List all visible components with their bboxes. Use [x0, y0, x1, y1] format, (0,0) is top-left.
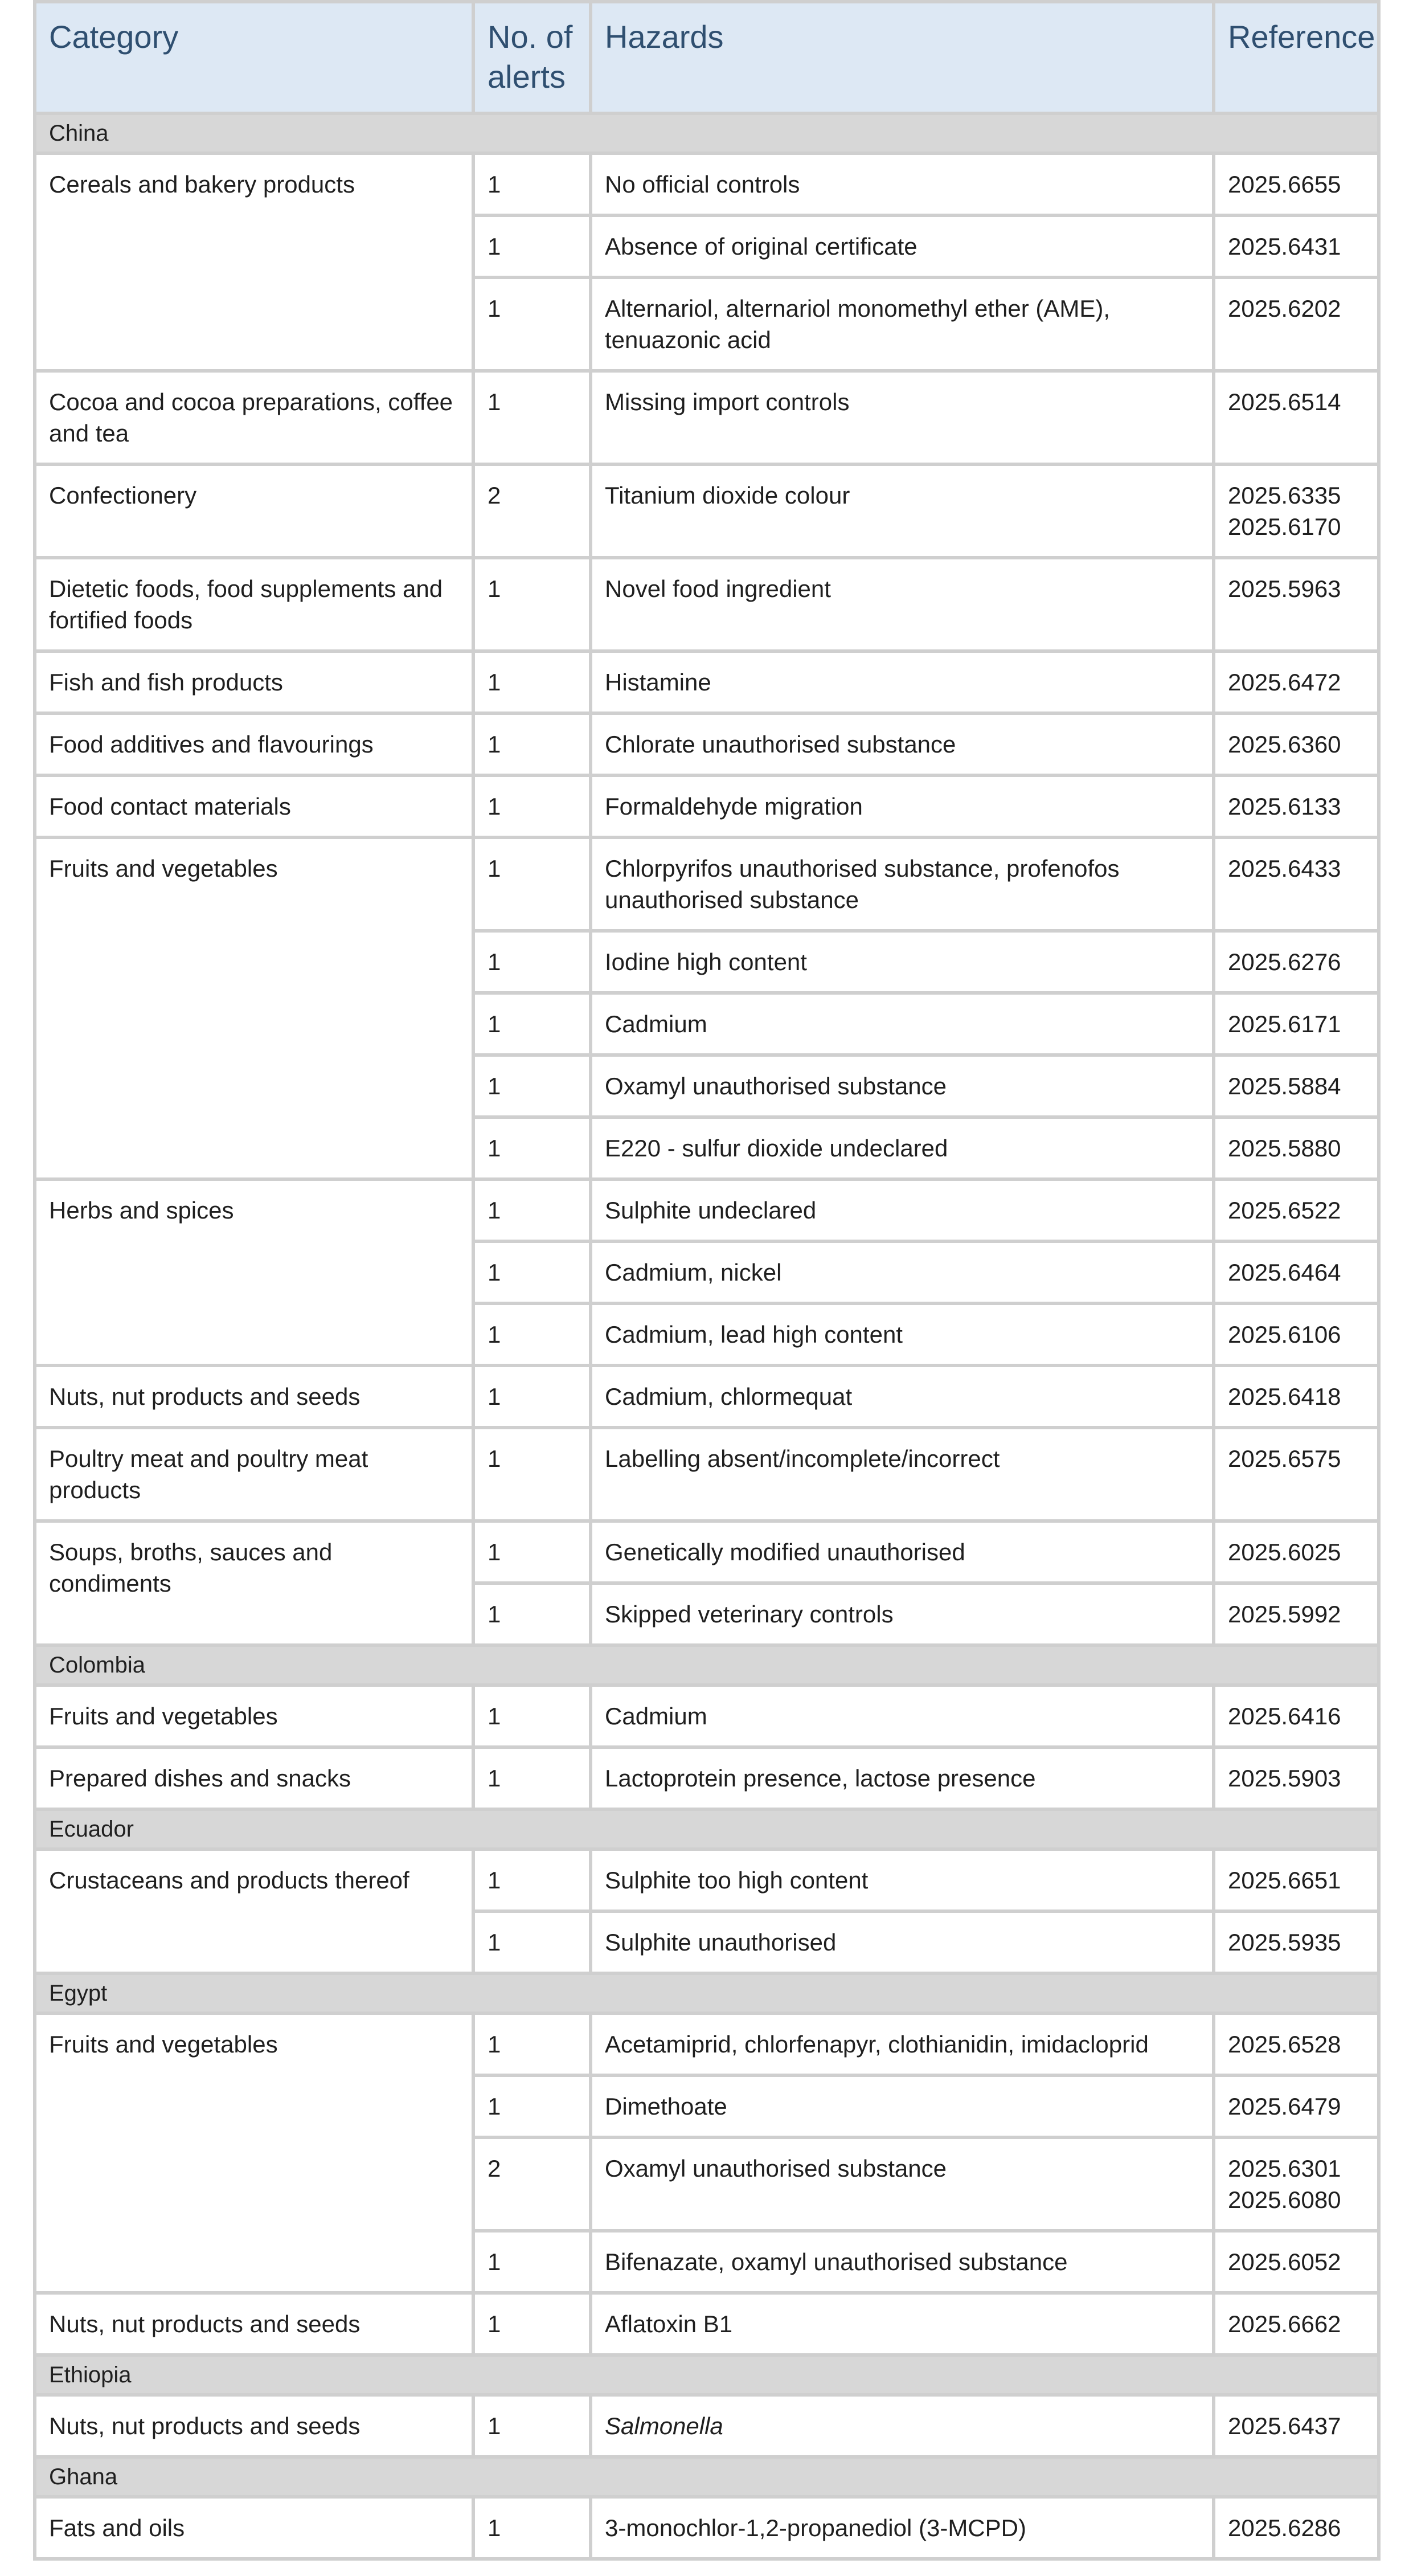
reference-number: 2025.6276	[1228, 948, 1341, 975]
table-row	[35, 1849, 1379, 1911]
hazard-cell: Sulphite unauthorised	[591, 1911, 1214, 1973]
table-row	[35, 1747, 1379, 1809]
reference-number: 2025.6133	[1228, 793, 1341, 820]
reference-cell	[1214, 464, 1379, 558]
hazard-cell: Iodine high content	[591, 931, 1214, 993]
reference-number: 2025.6437	[1228, 2413, 1341, 2439]
reference-number: 2025.6479	[1228, 2093, 1341, 2120]
reference-number: 2025.6106	[1228, 1321, 1341, 1348]
country-name: China	[35, 113, 1379, 153]
hazard-cell: Oxamyl unauthorised substance	[591, 2137, 1214, 2231]
reference-number: 2025.6170	[1228, 513, 1341, 540]
country-row	[35, 2355, 1379, 2395]
table-row	[35, 464, 1379, 558]
hazard-cell: Bifenazate, oxamyl unauthorised substance	[591, 2231, 1214, 2293]
category-cell: Fruits and vegetables	[35, 1685, 473, 1747]
hazard-cell: Cadmium, nickel	[591, 1241, 1214, 1303]
reference-cell	[1214, 1428, 1379, 1521]
reference-cell	[1214, 2013, 1379, 2075]
category-cell: Cocoa and cocoa preparations, coffee and tea	[35, 371, 473, 464]
table-row	[35, 1428, 1379, 1521]
alerts-count-cell: 1	[473, 2075, 591, 2137]
alerts-count-cell: 1	[473, 1849, 591, 1911]
reference-cell	[1214, 1583, 1379, 1645]
alerts-count-cell: 1	[473, 2395, 591, 2457]
alerts-count-cell: 1	[473, 558, 591, 651]
category-cell: Confectionery	[35, 464, 473, 558]
reference-number: 2025.6360	[1228, 731, 1341, 758]
hazard-cell: 3-monochlor-1,2-propanediol (3-MCPD)	[591, 2497, 1214, 2559]
country-row	[35, 1973, 1379, 2013]
table-row	[35, 371, 1379, 464]
reference-cell	[1214, 1117, 1379, 1179]
alerts-count-cell: 1	[473, 1521, 591, 1583]
hazard-cell: Genetically modified unauthorised	[591, 1521, 1214, 1583]
category-cell: Food contact materials	[35, 775, 473, 837]
hazard-cell: Sulphite too high content	[591, 1849, 1214, 1911]
reference-number: 2025.5884	[1228, 1073, 1341, 1099]
alerts-count-cell: 2	[473, 464, 591, 558]
header-category: Category	[35, 2, 473, 113]
header-alerts: No. of alerts	[473, 2, 591, 113]
table-row	[35, 2497, 1379, 2559]
hazard-cell: Absence of original certificate	[591, 215, 1214, 277]
category-cell: Fish and fish products	[35, 651, 473, 713]
category-cell: Fruits and vegetables	[35, 2013, 473, 2293]
hazard-cell: Cadmium, chlormequat	[591, 1365, 1214, 1428]
reference-number: 2025.6080	[1228, 2186, 1341, 2213]
reference-number: 2025.6575	[1228, 1445, 1341, 1472]
hazard-cell: Cadmium	[591, 1685, 1214, 1747]
category-cell: Poultry meat and poultry meat products	[35, 1428, 473, 1521]
table-row	[35, 1521, 1379, 1583]
country-name: Colombia	[35, 1645, 1379, 1685]
reference-cell	[1214, 371, 1379, 464]
reference-cell	[1214, 2395, 1379, 2457]
reference-cell	[1214, 2231, 1379, 2293]
hazard-cell: Sulphite undeclared	[591, 1179, 1214, 1241]
reference-number: 2025.6301	[1228, 2155, 1341, 2182]
reference-cell	[1214, 1849, 1379, 1911]
category-cell: Soups, broths, sauces and condiments	[35, 1521, 473, 1645]
hazard-cell: Missing import controls	[591, 371, 1214, 464]
hazard-cell	[591, 2395, 1214, 2457]
hazard-cell: Acetamiprid, chlorfenapyr, clothianidin, imidacloprid	[591, 2013, 1214, 2075]
reference-number: 2025.6335	[1228, 482, 1341, 509]
alerts-count-cell: 1	[473, 371, 591, 464]
country-row	[35, 1645, 1379, 1685]
alerts-count-cell: 1	[473, 1685, 591, 1747]
alerts-count-cell: 1	[473, 1179, 591, 1241]
reference-cell	[1214, 1365, 1379, 1428]
alerts-count-cell: 1	[473, 1428, 591, 1521]
country-name: Egypt	[35, 1973, 1379, 2013]
reference-cell	[1214, 1179, 1379, 1241]
table-row	[35, 153, 1379, 215]
reference-number: 2025.6651	[1228, 1867, 1341, 1894]
reference-cell	[1214, 713, 1379, 775]
reference-number: 2025.6528	[1228, 2031, 1341, 2058]
reference-cell	[1214, 1911, 1379, 1973]
reference-cell	[1214, 2075, 1379, 2137]
hazard-cell: Cadmium, lead high content	[591, 1303, 1214, 1365]
reference-number: 2025.6433	[1228, 855, 1341, 882]
reference-cell	[1214, 1303, 1379, 1365]
alerts-table	[33, 0, 1381, 2561]
hazard-cell: Cadmium	[591, 993, 1214, 1055]
reference-cell	[1214, 931, 1379, 993]
reference-cell	[1214, 1055, 1379, 1117]
alerts-count-cell: 1	[473, 153, 591, 215]
reference-number: 2025.5992	[1228, 1601, 1341, 1628]
reference-number: 2025.6472	[1228, 669, 1341, 696]
reference-number: 2025.6655	[1228, 171, 1341, 198]
reference-number: 2025.6514	[1228, 389, 1341, 415]
alerts-count-cell: 1	[473, 993, 591, 1055]
hazard-cell: Formaldehyde migration	[591, 775, 1214, 837]
reference-number: 2025.5963	[1228, 575, 1341, 602]
table-row	[35, 651, 1379, 713]
hazard-cell: Alternariol, alternariol monomethyl ether (AME), tenuazonic acid	[591, 277, 1214, 371]
country-name: Ecuador	[35, 1809, 1379, 1849]
country-row	[35, 2457, 1379, 2497]
alerts-count-cell: 1	[473, 2231, 591, 2293]
alerts-count-cell: 1	[473, 651, 591, 713]
alerts-count-cell: 1	[473, 2293, 591, 2355]
alerts-count-cell: 1	[473, 713, 591, 775]
category-cell: Fruits and vegetables	[35, 837, 473, 1179]
alerts-count-cell: 1	[473, 1747, 591, 1809]
alerts-table-container	[33, 0, 1377, 2561]
reference-cell	[1214, 837, 1379, 931]
country-name: Ghana	[35, 2457, 1379, 2497]
hazard-cell: Novel food ingredient	[591, 558, 1214, 651]
reference-number: 2025.6025	[1228, 1539, 1341, 1565]
country-name: Ethiopia	[35, 2355, 1379, 2395]
reference-number: 2025.6171	[1228, 1011, 1341, 1037]
hazard-cell: E220 - sulfur dioxide undeclared	[591, 1117, 1214, 1179]
table-row	[35, 2395, 1379, 2457]
hazard-cell: Skipped veterinary controls	[591, 1583, 1214, 1645]
reference-number: 2025.5903	[1228, 1765, 1341, 1792]
alerts-count-cell: 1	[473, 277, 591, 371]
reference-cell	[1214, 215, 1379, 277]
hazard-cell: Chlorpyrifos unauthorised substance, profenofos unauthorised substance	[591, 837, 1214, 931]
reference-number: 2025.6464	[1228, 1259, 1341, 1286]
header-hazards: Hazards	[591, 2, 1214, 113]
table-row	[35, 837, 1379, 931]
reference-cell	[1214, 1241, 1379, 1303]
category-cell: Crustaceans and products thereof	[35, 1849, 473, 1973]
alerts-count-cell: 1	[473, 1365, 591, 1428]
category-cell: Cereals and bakery products	[35, 153, 473, 371]
table-body	[35, 113, 1379, 2559]
category-cell: Nuts, nut products and seeds	[35, 1365, 473, 1428]
reference-number: 2025.6052	[1228, 2248, 1341, 2275]
table-row	[35, 558, 1379, 651]
alerts-count-cell: 1	[473, 1583, 591, 1645]
category-cell: Herbs and spices	[35, 1179, 473, 1365]
alerts-count-cell: 1	[473, 931, 591, 993]
table-row	[35, 775, 1379, 837]
alerts-count-cell: 1	[473, 2497, 591, 2559]
reference-number: 2025.6286	[1228, 2514, 1341, 2541]
reference-number: 2025.5880	[1228, 1135, 1341, 1162]
reference-cell	[1214, 2137, 1379, 2231]
header-reference: Reference	[1214, 2, 1379, 113]
table-row	[35, 1365, 1379, 1428]
reference-number: 2025.6431	[1228, 233, 1341, 260]
alerts-count-cell: 1	[473, 837, 591, 931]
reference-number: 2025.6522	[1228, 1197, 1341, 1224]
table-row	[35, 1179, 1379, 1241]
category-cell: Food additives and flavourings	[35, 713, 473, 775]
hazard-cell: Labelling absent/incomplete/incorrect	[591, 1428, 1214, 1521]
hazard-cell: Oxamyl unauthorised substance	[591, 1055, 1214, 1117]
reference-number: 2025.6662	[1228, 2311, 1341, 2337]
alerts-count-cell: 1	[473, 1303, 591, 1365]
reference-cell	[1214, 153, 1379, 215]
alerts-count-cell: 1	[473, 1911, 591, 1973]
reference-number: 2025.6416	[1228, 1703, 1341, 1729]
alerts-count-cell: 1	[473, 2013, 591, 2075]
hazard-cell: Titanium dioxide colour	[591, 464, 1214, 558]
reference-number: 2025.5935	[1228, 1929, 1341, 1956]
alerts-count-cell: 1	[473, 1117, 591, 1179]
country-row	[35, 1809, 1379, 1849]
reference-number: 2025.6418	[1228, 1383, 1341, 1410]
hazard-cell: Dimethoate	[591, 2075, 1214, 2137]
reference-cell	[1214, 775, 1379, 837]
category-cell: Nuts, nut products and seeds	[35, 2293, 473, 2355]
table-row	[35, 2293, 1379, 2355]
hazard-cell: Lactoprotein presence, lactose presence	[591, 1747, 1214, 1809]
reference-cell	[1214, 651, 1379, 713]
alerts-count-cell: 1	[473, 775, 591, 837]
reference-cell	[1214, 1685, 1379, 1747]
hazard-text: Salmonella	[605, 2413, 723, 2439]
table-header-row	[35, 2, 1379, 113]
reference-cell	[1214, 277, 1379, 371]
country-row	[35, 113, 1379, 153]
category-cell: Nuts, nut products and seeds	[35, 2395, 473, 2457]
hazard-cell: Aflatoxin B1	[591, 2293, 1214, 2355]
alerts-count-cell: 1	[473, 1241, 591, 1303]
reference-cell	[1214, 2497, 1379, 2559]
alerts-count-cell: 2	[473, 2137, 591, 2231]
reference-cell	[1214, 993, 1379, 1055]
table-row	[35, 2013, 1379, 2075]
reference-cell	[1214, 558, 1379, 651]
hazard-cell: Chlorate unauthorised substance	[591, 713, 1214, 775]
hazard-cell: Histamine	[591, 651, 1214, 713]
reference-cell	[1214, 1521, 1379, 1583]
reference-number: 2025.6202	[1228, 295, 1341, 322]
reference-cell	[1214, 2293, 1379, 2355]
table-row	[35, 1685, 1379, 1747]
category-cell: Prepared dishes and snacks	[35, 1747, 473, 1809]
category-cell: Fats and oils	[35, 2497, 473, 2559]
reference-cell	[1214, 1747, 1379, 1809]
category-cell: Dietetic foods, food supplements and fortified foods	[35, 558, 473, 651]
alerts-count-cell: 1	[473, 1055, 591, 1117]
alerts-count-cell: 1	[473, 215, 591, 277]
table-row	[35, 713, 1379, 775]
hazard-cell: No official controls	[591, 153, 1214, 215]
